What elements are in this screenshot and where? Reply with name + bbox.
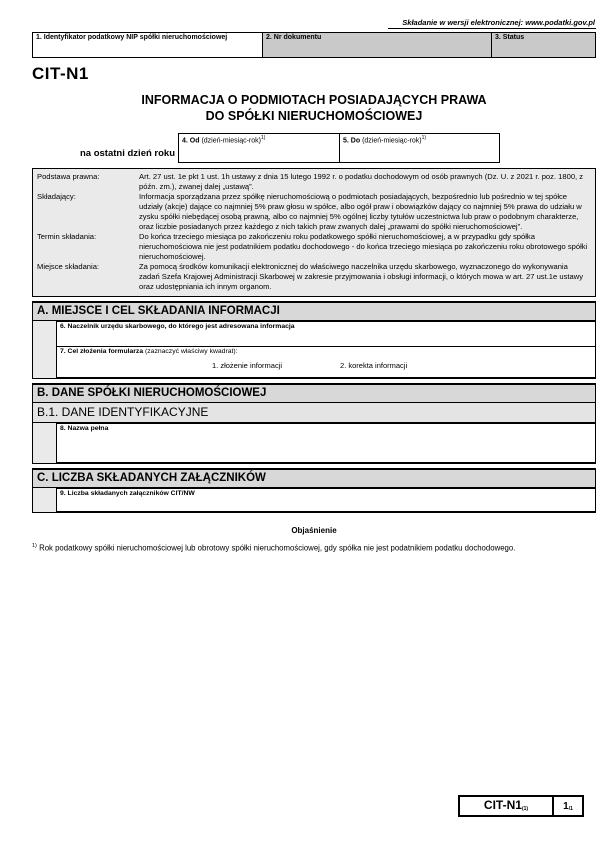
legal-definition: Za pomocą środków komunikacji elektronicznej do właściwego naczelnika urzędu skarbowego, wyznaczonego do wykonywania zadań Szefa Krajowej Administracji Skarbowej w zakresie przyjmowania i obsługi informacji, o których mowa w art. 27 ust.1e ustawy oraz udostępniania ich innym organom. (139, 261, 583, 291)
legal-info-block (32, 168, 596, 297)
filing-purpose-options (60, 361, 592, 370)
full-name-field-label: 8. Nazwa pełna (60, 424, 109, 432)
footer-page-number: 1 (563, 801, 569, 812)
footer-page-indicator (552, 797, 582, 815)
legal-term: Składający: (37, 191, 76, 201)
date-from-footnote-ref: 1) (260, 134, 266, 141)
section-c-body (32, 488, 596, 513)
section-a-body (32, 321, 596, 379)
explanation-heading: Objaśnienie (291, 525, 337, 535)
period-row (32, 133, 596, 163)
section-a (32, 301, 596, 379)
legal-definition: Art. 27 ust. 1e pkt 1 ust. 1h ustawy z dnia 15 lutego 1992 r. o podatku dochodowym od osób prawnych (Dz. U. z 2021 r. poz. 1800, z późn. zm.), zwanej dalej „ustawą”. (139, 171, 584, 191)
filing-purpose-label-rest: (zaznaczyć właściwy kwadrat): (143, 347, 238, 355)
form-title (32, 92, 596, 125)
section-b-header: B. DANE SPÓŁKI NIERUCHOMOŚCIOWEJ (32, 383, 596, 403)
date-from-label: 4. Od (182, 136, 200, 144)
legal-row-termin-skladania (37, 232, 589, 262)
footnote-1-text: Rok podatkowy spółki nieruchomościowej lub obrotowy spółki nieruchomościowej, gdy spółka nie jest podatnikiem podatku dochodowego. (39, 543, 516, 553)
date-to-label: 5. Do (343, 136, 361, 144)
section-a-header: A. MIEJSCE I CEL SKŁADANIA INFORMACJI (32, 301, 596, 321)
section-c (32, 468, 596, 513)
form-title-line1: INFORMACJA O PODMIOTACH POSIADAJĄCYCH PRAWA (141, 93, 487, 107)
date-from-field[interactable] (179, 134, 339, 162)
footer-form-id (458, 795, 584, 817)
status-label: 3. Status (495, 34, 525, 41)
filing-purpose-label (60, 348, 592, 356)
legal-row-podstawa-prawna (37, 172, 589, 192)
footer-form-code (460, 797, 552, 815)
form-code: CIT-N1 (32, 64, 89, 83)
header-fields-row (32, 32, 596, 58)
filing-purpose-field (56, 347, 595, 378)
filing-purpose-label-bold: 7. Cel złożenia formularza (60, 347, 144, 355)
electronic-filing-note-text: Składanie w wersji elektronicznej: www.podatki.gov.pl (388, 18, 596, 29)
section-b1-header: B.1. DANE IDENTYFIKACYJNE (32, 403, 596, 423)
date-from-format-hint: (dzień-miesiąc-rok) (199, 136, 261, 144)
electronic-filing-note (32, 18, 596, 29)
attachment-count-field[interactable] (56, 488, 595, 512)
footnote-1 (32, 543, 596, 553)
period-label: na ostatni dzień roku (80, 147, 176, 159)
form-content (32, 18, 596, 552)
section-c-header: C. LICZBA SKŁADANYCH ZAŁĄCZNIKÓW (32, 468, 596, 488)
full-name-field[interactable] (56, 423, 595, 463)
legal-term: Miejsce składania: (37, 261, 100, 271)
period-date-boxes (178, 133, 500, 163)
option-korekta-informacji[interactable]: 2. korekta informacji (340, 361, 408, 371)
tax-office-field-label: 6. Naczelnik urzędu skarbowego, do którego jest adresowana informacja (60, 322, 295, 330)
tax-office-field[interactable] (56, 321, 595, 347)
legal-row-skladajacy (37, 192, 589, 232)
legal-term: Termin składania: (37, 231, 97, 241)
legal-term: Podstawa prawna: (37, 171, 100, 181)
date-to-footnote-ref: 1) (421, 134, 427, 141)
document-number-field (262, 33, 491, 57)
nip-field-label: 1. Identyfikator podatkowy NIP spółki nieruchomościowej (36, 34, 228, 41)
section-b-body (32, 423, 596, 464)
section-b (32, 383, 596, 464)
legal-row-miejsce-skladania (37, 262, 589, 292)
footnote-1-ref: 1) (32, 542, 37, 549)
date-to-format-hint: (dzień-miesiąc-rok) (360, 136, 422, 144)
footer-form-version: (1) (521, 806, 529, 812)
nip-field[interactable] (33, 33, 262, 57)
footer-page-total: /1 (568, 806, 573, 812)
attachment-count-field-label: 9. Liczba składanych załączników CIT/NW (60, 489, 195, 497)
status-field (491, 33, 595, 57)
legal-definition: Do końca trzeciego miesiąca po zakończeniu roku podatkowego spółki nieruchomościowej, a w przypadku gdy spółka nieruchomościowa nie jest podatnikiem podatku dochodowego - do końca trzeciego miesiąca po zakończeniu roku obrotowego spółki nieruchomościowej. (139, 231, 588, 261)
document-number-label: 2. Nr dokumentu (266, 34, 322, 41)
option-zlozenie-informacji[interactable]: 1. złożenie informacji (212, 361, 283, 371)
form-title-line2: DO SPÓŁKI NIERUCHOMOŚCIOWEJ (205, 109, 423, 124)
legal-definition: Informacja sporządzana przez spółkę nieruchomościową o podmiotach posiadających, bezpośrednio lub pośrednio w tej spółce udziały (akcje) dające co najmniej 5% praw głosu w spółce, albo ogół praw i obowiązków dający co najmniej 5% prawa do udziału w zysku spółki niebędącej osobą prawną, albo co najmniej 5% ogólnej liczby tytułów uczestnictwa lub praw o podobnym charakterze, oraz liczbie posiadanych przez każdego z nich takich praw zwanych dalej „prawami do spółki nieruchomościowej”. (139, 191, 582, 231)
footer-form-code-text: CIT-N1 (483, 798, 522, 812)
date-to-field[interactable] (339, 134, 499, 162)
